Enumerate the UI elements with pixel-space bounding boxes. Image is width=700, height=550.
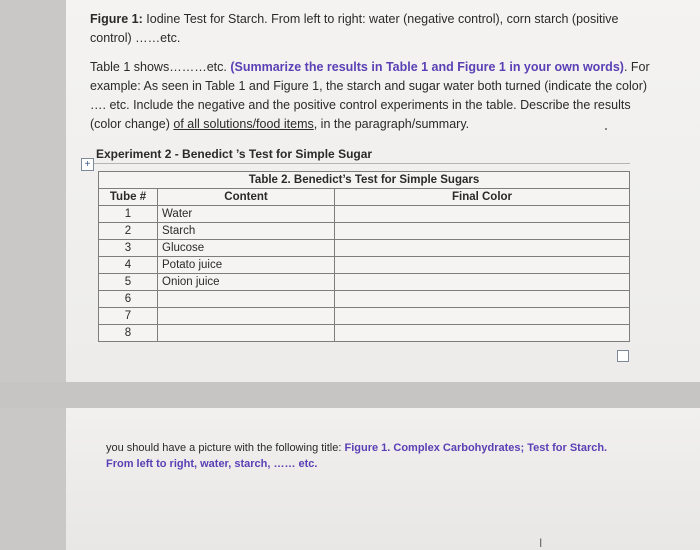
table-row — [99, 325, 630, 342]
tube-number: 4 — [99, 257, 158, 274]
table-row — [99, 257, 630, 274]
table-row — [99, 240, 630, 257]
final-color-cell[interactable] — [335, 206, 630, 223]
tube-number: 7 — [99, 308, 158, 325]
instructions-line4 — [90, 115, 469, 134]
tube-number: 2 — [99, 223, 158, 240]
figure1-label: Figure 1: — [90, 12, 143, 26]
table-resize-handle[interactable] — [617, 350, 629, 362]
header-final-color: Final Color — [335, 189, 630, 206]
figure1-caption — [90, 10, 618, 29]
experiment2-title: Experiment 2 - Benedict ’s Test for Simple Sugar — [96, 147, 373, 161]
note-line2: From left to right, water, starch, …… etc. — [106, 458, 318, 470]
table-caption: Table 2. Benedict’s Test for Simple Sugars — [99, 172, 630, 189]
tube-number: 6 — [99, 291, 158, 308]
instructions-line4-prefix: (color change) — [90, 117, 174, 131]
stray-dot — [605, 128, 607, 130]
header-content: Content — [158, 189, 335, 206]
final-color-cell[interactable] — [335, 223, 630, 240]
content-cell[interactable]: Glucose — [158, 240, 335, 257]
instructions-underlined-text: of all solutions/food items — [173, 117, 314, 131]
tube-number: 3 — [99, 240, 158, 257]
content-cell[interactable]: Starch — [158, 223, 335, 240]
figure1-text-line2: control) ……etc. — [90, 31, 181, 45]
instructions-line1 — [90, 58, 650, 77]
table-row — [99, 206, 630, 223]
instructions-line2: example: As seen in Table 1 and Figure 1, the starch and sugar water both turned (indicate the color) — [90, 79, 648, 93]
final-color-cell[interactable] — [335, 240, 630, 257]
instructions-line3: …. etc. Include the negative and the positive control experiments in the table. Describe the results — [90, 98, 631, 112]
divider — [94, 163, 630, 164]
final-color-cell[interactable] — [335, 308, 630, 325]
table-row — [99, 308, 630, 325]
instructions-line1-prefix: Table 1 shows………etc. — [90, 60, 231, 74]
benedict-results-table — [98, 171, 630, 342]
content-cell[interactable]: Onion juice — [158, 274, 335, 291]
table-row — [99, 223, 630, 240]
content-cell[interactable] — [158, 291, 335, 308]
text-cursor-icon: I — [539, 536, 543, 550]
instructions-bold-prompt: (Summarize the results in Table 1 and Figure 1 in your own words) — [230, 60, 624, 74]
final-color-cell[interactable] — [335, 257, 630, 274]
note-prefix: you should have a picture with the following title: — [106, 442, 345, 454]
content-cell[interactable] — [158, 325, 335, 342]
final-color-cell[interactable] — [335, 325, 630, 342]
instructions-line1-suffix: . For — [623, 60, 650, 74]
instructions-line4-suffix: , in the paragraph/summary. — [313, 117, 470, 131]
document-page-2 — [66, 408, 700, 550]
note-figure-title: Figure 1. Complex Carbohydrates; Test for Starch. — [344, 442, 608, 454]
content-cell[interactable]: Water — [158, 206, 335, 223]
tube-number: 1 — [99, 206, 158, 223]
tube-number: 5 — [99, 274, 158, 291]
tube-number: 8 — [99, 325, 158, 342]
figure1-text-line1: Iodine Test for Starch. From left to right: water (negative control), corn starch (positive — [142, 12, 619, 26]
move-handle-icon[interactable]: + — [81, 158, 94, 171]
page-break — [0, 382, 700, 408]
table-row — [99, 274, 630, 291]
note-line1 — [106, 440, 607, 456]
final-color-cell[interactable] — [335, 274, 630, 291]
header-tube: Tube # — [99, 189, 158, 206]
content-cell[interactable] — [158, 308, 335, 325]
content-cell[interactable]: Potato juice — [158, 257, 335, 274]
final-color-cell[interactable] — [335, 291, 630, 308]
table-row — [99, 291, 630, 308]
